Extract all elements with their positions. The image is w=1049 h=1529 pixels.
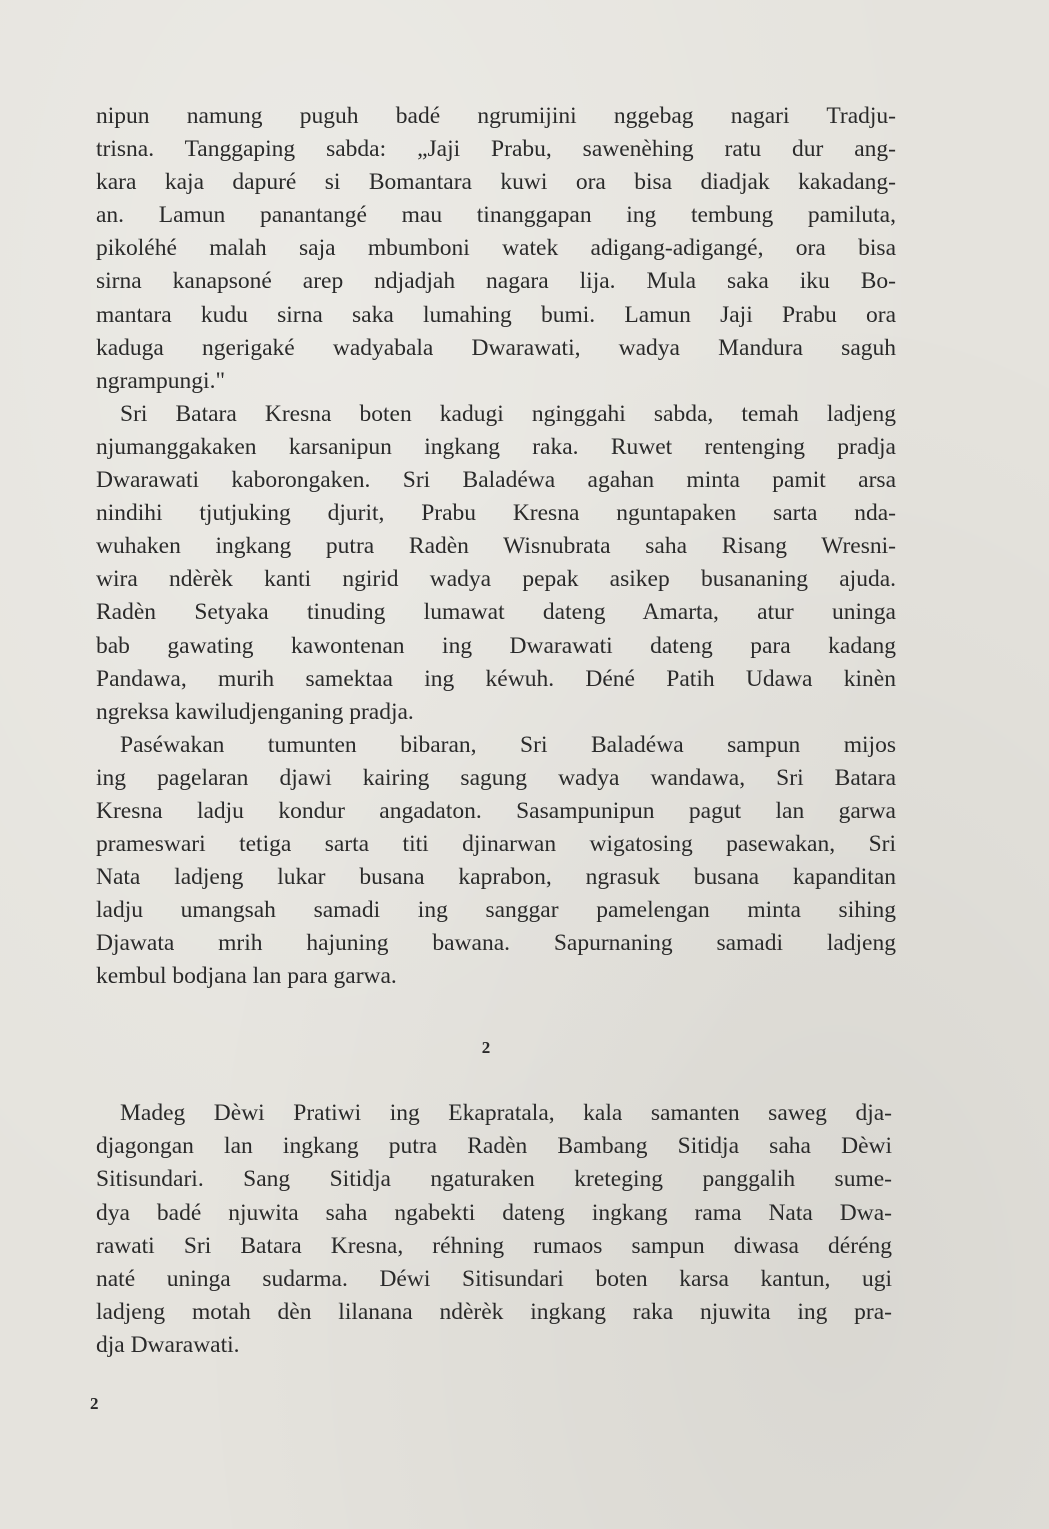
text-line: Madeg Dèwi Pratiwi ing Ekapratala, kala samanten saweg dja- xyxy=(120,1100,892,1126)
text-line: Nata ladjeng lukar busana kaprabon, ngrasuk busana kapanditan xyxy=(96,864,896,891)
body-text xyxy=(96,100,896,994)
text-line: ngrampungi." xyxy=(96,367,226,394)
text-line: dya badé njuwita saha ngabekti dateng ingkang rama Nata Dwa- xyxy=(96,1199,892,1226)
text-line: naté uninga sudarma. Déwi Sitisundari boten karsa kantun, ugi xyxy=(96,1266,892,1293)
text-line: ngreksa kawiludjenganing pradja. xyxy=(96,698,414,725)
text-line: Pandawa, murih samektaa ing kéwuh. Déné Patih Udawa kinèn xyxy=(96,665,896,692)
text-line: kembul bodjana lan para garwa. xyxy=(96,963,397,990)
text-line: prameswari tetiga sarta titi djinarwan wigatosing pasewakan, Sri xyxy=(96,831,896,858)
text-line: ing pagelaran djawi kairing sagung wadya wandawa, Sri Batara xyxy=(96,764,896,791)
text-line: dja Dwarawati. xyxy=(96,1332,240,1359)
text-line: rawati Sri Batara Kresna, réhning rumaos sampun diwasa déréng xyxy=(96,1232,892,1259)
text-line: njumanggakaken karsanipun ingkang raka. Ruwet rentenging pradja xyxy=(96,433,896,460)
text-line: Sri Batara Kresna boten kadugi nginggahi sabda, temah ladjeng xyxy=(120,400,896,427)
text-line: bab gawating kawontenan ing Dwarawati dateng para kadang xyxy=(96,632,896,659)
text-line: kara kaja dapuré si Bomantara kuwi ora bisa diadjak kakadang- xyxy=(96,169,896,196)
text-line: an. Lamun panantangé mau tinanggapan ing tembung pamiluta, xyxy=(96,202,896,229)
section-text xyxy=(96,1097,892,1363)
text-line: nindihi tjutjuking djurit, Prabu Kresna nguntapaken sarta nda- xyxy=(96,500,896,527)
text-line: pikoléhé malah saja mbumboni watek adigang-adigangé, ora bisa xyxy=(96,235,896,262)
text-line: ladju umangsah samadi ing sanggar pamelengan minta sihing xyxy=(96,897,896,924)
text-line: Radèn Setyaka tinuding lumawat dateng Amarta, atur uninga xyxy=(96,599,896,626)
section-number: 2 xyxy=(481,1038,491,1057)
text-line: mantara kudu sirna saka lumahing bumi. Lamun Jaji Prabu ora xyxy=(96,301,896,328)
text-line: sirna kanapsoné arep ndjadjah nagara lija. Mula saka iku Bo- xyxy=(96,268,896,295)
text-line: djagongan lan ingkang putra Radèn Bambang Sitidja saha Dèwi xyxy=(96,1133,892,1160)
text-line: trisna. Tanggaping sabda: „Jaji Prabu, sawenèhing ratu dur ang- xyxy=(96,136,896,163)
text-line: nipun namung puguh badé ngrumijini nggebag nagari Tradju- xyxy=(96,103,896,129)
text-line: wira ndèrèk kanti ngirid wadya pepak asikep busananing ajuda. xyxy=(96,566,896,593)
text-line: Paséwakan tumunten bibaran, Sri Baladéwa sampun mijos xyxy=(120,731,896,758)
text-line: Sitisundari. Sang Sitidja ngaturaken kreteging panggalih sume- xyxy=(96,1166,892,1193)
text-line: ladjeng motah dèn lilanana ndèrèk ingkang raka njuwita ing pra- xyxy=(96,1299,892,1326)
text-line: Djawata mrih hajuning bawana. Sapurnaning samadi ladjeng xyxy=(96,930,896,957)
page-number: 2 xyxy=(90,1394,99,1413)
text-line: Dwarawati kaborongaken. Sri Baladéwa agahan minta pamit arsa xyxy=(96,467,896,494)
text-line: Kresna ladju kondur angadaton. Sasampunipun pagut lan garwa xyxy=(96,797,896,824)
text-line: wuhaken ingkang putra Radèn Wisnubrata saha Risang Wresni- xyxy=(96,533,896,560)
text-line: kaduga ngerigaké wadyabala Dwarawati, wadya Mandura saguh xyxy=(96,334,896,361)
